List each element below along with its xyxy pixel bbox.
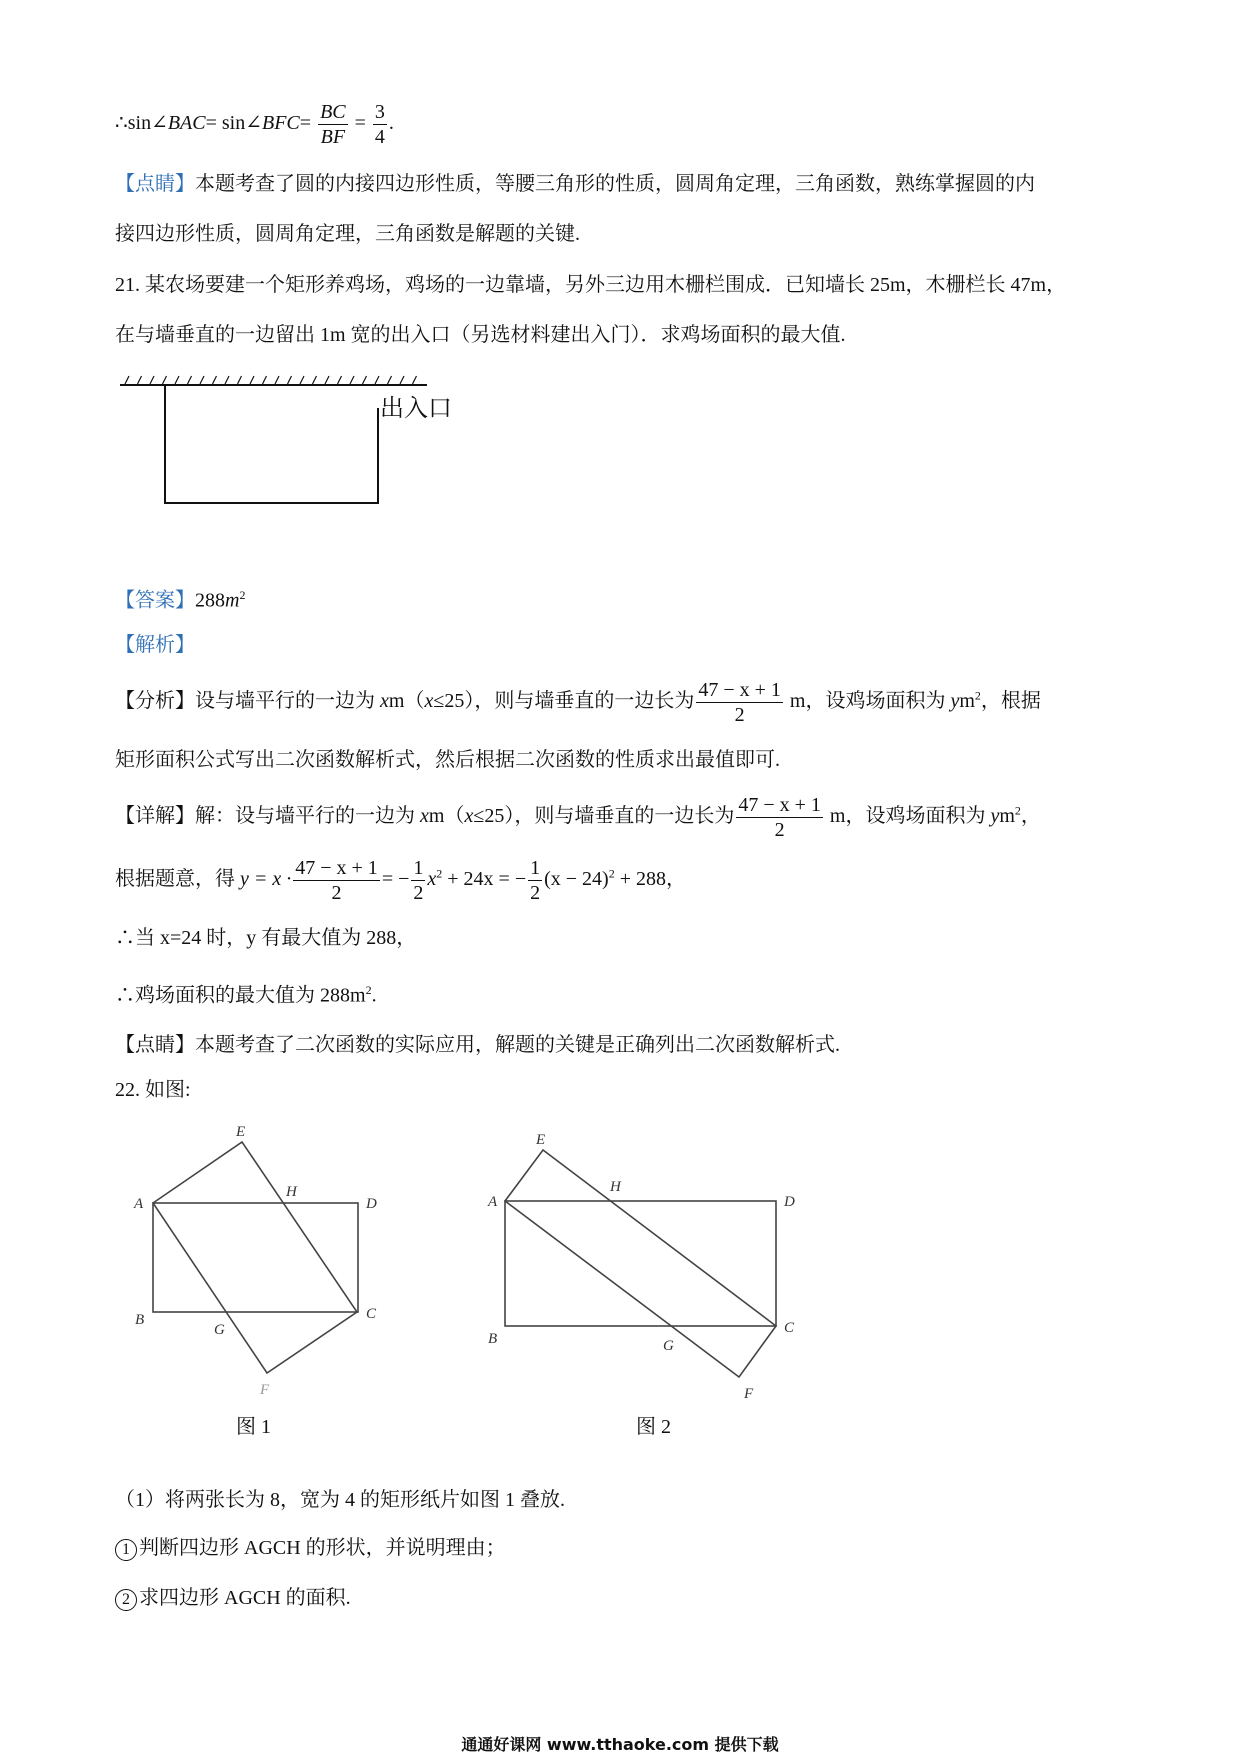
- hatch-mark: [150, 376, 154, 384]
- question-22-part1: （1）将两张长为 8，宽为 4 的矩形纸片如图 1 叠放.: [115, 1489, 565, 1511]
- label-b: B: [135, 1312, 145, 1328]
- fence: [165, 386, 378, 503]
- text: ，: [1020, 805, 1041, 828]
- text: BFC: [262, 112, 300, 135]
- hatch-mark: [413, 376, 417, 384]
- numerator: 3: [374, 101, 385, 123]
- rectangle-aecf: [505, 1150, 776, 1377]
- numerator: 1: [413, 857, 424, 879]
- label-c: C: [366, 1306, 377, 1322]
- figure-2-caption: 图 2: [636, 1416, 671, 1438]
- question-21-line2: 在与墙垂直的一边留出 1m 宽的出入口（另选材料建出入门）．求鸡场面积的最大值.: [115, 324, 846, 346]
- wall-hatching: [125, 376, 417, 384]
- entrance-label: 出入口: [380, 394, 452, 422]
- hatch-mark: [263, 376, 267, 384]
- text: m，设鸡场面积为: [784, 690, 951, 713]
- text: 本题考查了二次函数的实际应用，解题的关键是正确列出二次函数解析式.: [195, 1034, 840, 1056]
- label-h: H: [610, 1179, 621, 1195]
- label-a: A: [488, 1194, 498, 1210]
- denominator: BF: [320, 126, 346, 148]
- analysis-tag: 【解析】: [115, 634, 195, 656]
- fraction: [736, 793, 823, 842]
- numerator: 47 − x + 1: [738, 794, 821, 816]
- sub-question-1: [115, 1536, 506, 1561]
- section-tag: 【详解】: [115, 805, 195, 828]
- text: BAC: [167, 112, 206, 135]
- label-d: D: [784, 1194, 795, 1210]
- denominator: 2: [530, 882, 541, 904]
- numerator: 47 − x + 1: [295, 857, 378, 879]
- fraction: [411, 856, 425, 905]
- text: = sin∠: [205, 112, 262, 135]
- circled-number: 1: [115, 1539, 137, 1561]
- text: x: [380, 690, 389, 713]
- exponent: 2: [239, 588, 246, 602]
- text: 判断四边形 AGCH 的形状，并说明理由；: [139, 1537, 506, 1559]
- detail-line3: ∴当 x=24 时，y 有最大值为 288，: [115, 927, 417, 949]
- section-tag: 【点睛】: [115, 1034, 195, 1056]
- label-g: G: [214, 1322, 225, 1338]
- circled-number: 2: [115, 1589, 137, 1611]
- detail-line4: [115, 978, 377, 1008]
- label-b: B: [488, 1331, 498, 1347]
- hatch-mark: [300, 376, 304, 384]
- hatch-mark: [200, 376, 204, 384]
- text: ≤25），则与墙垂直的一边长为: [433, 690, 695, 713]
- hatch-mark: [313, 376, 317, 384]
- text: ∴sin∠: [115, 112, 168, 135]
- sub-question-2: [115, 1586, 351, 1611]
- label-a: A: [134, 1196, 144, 1212]
- text: 根据题意，得: [115, 868, 240, 891]
- text: m: [959, 690, 975, 713]
- text: .: [371, 984, 377, 1007]
- hatch-mark: [125, 376, 129, 384]
- label-g: G: [663, 1338, 674, 1354]
- label-f: F: [260, 1382, 270, 1398]
- rectangle-abcd: [153, 1203, 358, 1312]
- hatch-mark: [213, 376, 217, 384]
- text: x: [424, 690, 434, 713]
- hatch-mark: [138, 376, 142, 384]
- analysis-line1: [115, 678, 1041, 727]
- section-tag: 【答案】: [115, 589, 195, 612]
- question-21-line1: 21. 某农场要建一个矩形养鸡场，鸡场的一边靠墙，另外三边用木栅栏围成．已知墙长 25m，木栅栏长 47m，: [115, 274, 1067, 296]
- label-h: H: [286, 1184, 297, 1200]
- label-e: E: [236, 1124, 246, 1140]
- section-tag: 【分析】: [115, 690, 195, 713]
- hatch-mark: [250, 376, 254, 384]
- label-e: E: [536, 1132, 546, 1148]
- text: m（: [388, 690, 425, 713]
- text: x: [427, 868, 437, 891]
- text: ，根据: [980, 690, 1041, 713]
- equation-line: [115, 856, 686, 905]
- denominator: 2: [734, 704, 745, 726]
- figure-2: [505, 1150, 776, 1377]
- text: ∴鸡场面积的最大值为 288m: [115, 984, 366, 1007]
- text: .: [388, 112, 394, 135]
- numerator: 1: [530, 857, 541, 879]
- denominator: 2: [413, 882, 424, 904]
- figure-2-labels: [487, 1132, 795, 1402]
- rectangle-aecf: [153, 1142, 357, 1373]
- text: 求四边形 AGCH 的面积.: [139, 1587, 351, 1609]
- exponent: 2: [436, 866, 443, 881]
- hatch-mark: [275, 376, 279, 384]
- unit: m: [225, 589, 240, 612]
- text: m: [999, 805, 1015, 828]
- text: (x − 24): [544, 868, 609, 891]
- hatch-mark: [175, 376, 179, 384]
- text: =: [354, 112, 366, 135]
- hatch-mark: [350, 376, 354, 384]
- text: + 288，: [614, 868, 686, 891]
- hatch-mark: [375, 376, 379, 384]
- figure-1: [153, 1142, 358, 1373]
- denominator: 4: [374, 126, 385, 148]
- hatch-mark: [325, 376, 329, 384]
- hatch-mark: [363, 376, 367, 384]
- text: x: [464, 805, 474, 828]
- label-c: C: [784, 1320, 795, 1336]
- comment2-line: [115, 1033, 840, 1057]
- text: + 24x = −: [442, 868, 527, 891]
- label-f: F: [744, 1386, 754, 1402]
- denominator: 2: [331, 882, 342, 904]
- fraction: [696, 678, 783, 727]
- footer: 通通好课网 www.tthaoke.com 提供下载: [461, 1735, 779, 1754]
- figure-1-labels: [133, 1124, 377, 1398]
- answer-line: [115, 583, 245, 613]
- exponent: 2: [1014, 803, 1021, 818]
- exponent: 2: [608, 866, 615, 881]
- fraction: [293, 856, 380, 905]
- text: 解：设与墙平行的一边为: [195, 805, 420, 828]
- hatch-mark: [388, 376, 392, 384]
- text: =: [299, 112, 312, 135]
- text: m，设鸡场面积为: [824, 805, 991, 828]
- text: = −: [381, 868, 410, 891]
- hatch-mark: [163, 376, 167, 384]
- detail-line1: [115, 793, 1041, 842]
- figure-1-caption: 图 1: [236, 1416, 271, 1438]
- analysis-line2: 矩形面积公式写出二次函数解析式，然后根据二次函数的性质求出最值即可.: [115, 749, 780, 771]
- answer-value: 288: [195, 589, 225, 612]
- exponent: 2: [365, 983, 372, 997]
- hatch-mark: [400, 376, 404, 384]
- question-22-title: 22. 如图:: [115, 1079, 191, 1101]
- text: 设与墙平行的一边为: [195, 690, 380, 713]
- section-tag: 【点睛】: [115, 173, 195, 195]
- text: x: [420, 805, 429, 828]
- hatch-mark: [188, 376, 192, 384]
- hatch-mark: [288, 376, 292, 384]
- rectangle-abcd: [505, 1201, 776, 1326]
- hatch-mark: [238, 376, 242, 384]
- exponent: 2: [974, 688, 981, 703]
- denominator: 2: [774, 819, 785, 841]
- text: 本题考查了圆的内接四边形性质，等腰三角形的性质，圆周角定理，三角函数，熟练掌握圆的内: [195, 173, 1035, 195]
- comment-line: 接四边形性质，圆周角定理，三角函数是解题的关键.: [115, 223, 580, 245]
- label-d: D: [366, 1196, 377, 1212]
- hatch-mark: [338, 376, 342, 384]
- numerator: 47 − x + 1: [698, 679, 781, 701]
- fraction: [528, 856, 542, 905]
- text: y: [990, 805, 1000, 828]
- text: y: [950, 690, 960, 713]
- text: m（: [428, 805, 465, 828]
- hatch-mark: [225, 376, 229, 384]
- numerator: BC: [320, 101, 346, 123]
- text: ≤25），则与墙垂直的一边长为: [473, 805, 735, 828]
- text: y = x ·: [240, 868, 292, 891]
